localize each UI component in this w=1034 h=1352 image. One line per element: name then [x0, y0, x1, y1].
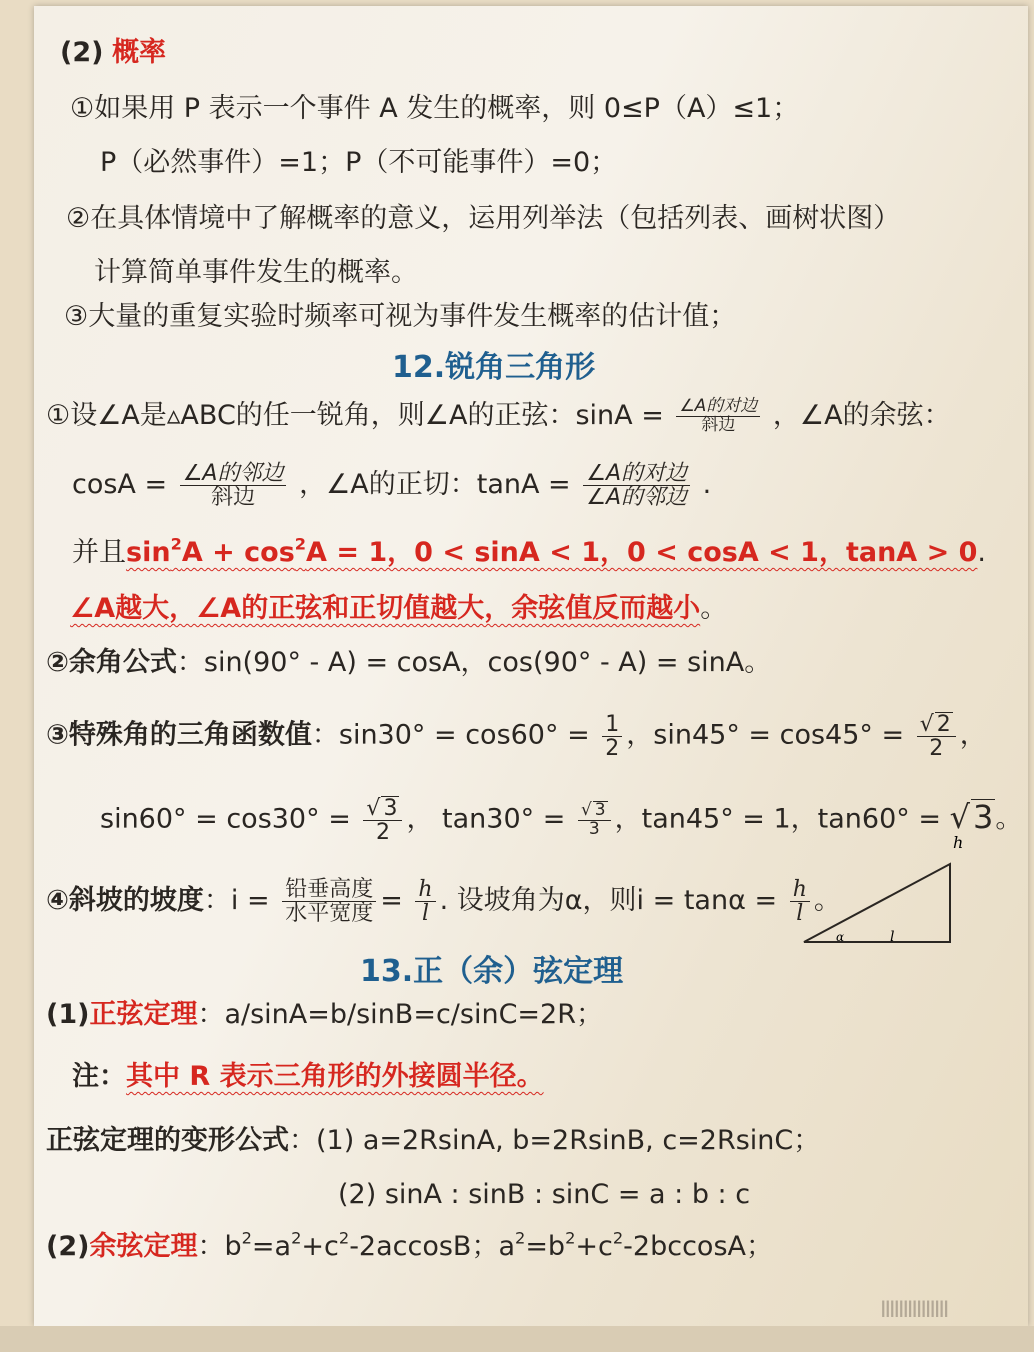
numerator: ∠A的邻边	[180, 462, 287, 486]
label: 注：	[72, 1061, 126, 1092]
watermark: IIIIIIIIIIIIIII	[880, 1298, 948, 1323]
denominator: 3	[588, 819, 600, 840]
complementary-formula	[46, 646, 771, 680]
superscript: 2	[291, 1228, 302, 1248]
superscript: 2	[515, 1228, 526, 1248]
text: =	[380, 885, 403, 917]
tangent-fraction	[583, 462, 690, 509]
text: ，∠A的余弦：	[772, 399, 951, 431]
sine-law-variants-2: (2) sinA : sinB : sinC = a : b : c	[338, 1179, 751, 1210]
text: -2accosB；a	[349, 1231, 515, 1262]
text: 。	[995, 803, 1023, 835]
law-of-sines	[46, 998, 603, 1032]
numerator: h	[415, 878, 435, 902]
superscript: 2	[241, 1228, 252, 1248]
page-bottom-edge	[0, 1326, 1034, 1352]
text: 并且	[72, 537, 126, 568]
text: =b	[525, 1231, 566, 1262]
sine-law-variants-1	[46, 1124, 820, 1158]
circumradius-note	[72, 1060, 544, 1094]
text: ：sin30° = cos60° =	[311, 719, 590, 751]
text: sin	[126, 537, 171, 568]
slope-gradient-line	[46, 878, 841, 925]
text: 。	[700, 593, 728, 624]
root2-over-2-fraction: $\frac{√ 2}{2}$	[917, 712, 956, 760]
text: ：b	[197, 1231, 242, 1262]
section-label: (2)	[60, 37, 104, 68]
cosine-fraction	[180, 462, 287, 509]
text: .	[977, 537, 987, 568]
text: ，sin45° = cos45° =	[626, 719, 905, 751]
denominator: 2	[929, 736, 944, 762]
title: 余弦定理	[89, 1231, 198, 1262]
section-probability-title	[60, 36, 166, 70]
label: ②余角公式	[46, 647, 177, 678]
text: ①设∠A是▵ABC的任一锐角，则∠A的正弦：sinA =	[46, 399, 664, 431]
right-triangle	[804, 864, 950, 942]
title: 正弦定理	[89, 999, 198, 1030]
text: cosA =	[72, 469, 168, 501]
text: A + cos	[181, 537, 295, 568]
label: (1)	[46, 999, 90, 1030]
superscript: 2	[565, 1228, 576, 1248]
pythagorean-identity	[126, 534, 978, 568]
triangle-l-label: l	[890, 929, 895, 945]
range-identity-line	[72, 536, 986, 570]
text: ：i =	[203, 885, 270, 917]
label: ④斜坡的坡度	[46, 885, 204, 917]
text: ，	[959, 719, 987, 751]
text: +c	[575, 1231, 613, 1262]
prob-line-1: ①如果用 P 表示一个事件 A 发生的概率，则 0≤P（A）≤1；	[70, 93, 800, 124]
prob-line-3: ②在具体情境中了解概率的意义，运用列举法（包括列表、画树状图）	[66, 203, 901, 234]
root3-over-2-fraction: $\frac{√ 3}{2}$	[363, 796, 402, 844]
heading-acute-triangle: 12.锐角三角形	[392, 350, 596, 385]
superscript: 2	[170, 534, 182, 554]
label: ③特殊角的三角函数值	[46, 719, 312, 751]
denominator: 水平宽度	[285, 901, 374, 927]
one-half-fraction	[602, 713, 622, 760]
denominator: l	[421, 901, 430, 927]
denominator: 斜边	[211, 485, 256, 511]
slope-triangle-diagram	[796, 830, 964, 950]
superscript: 2	[294, 534, 307, 554]
root3: √3	[949, 797, 994, 836]
radicand: 3	[972, 797, 994, 836]
section-title: 概率	[112, 37, 167, 68]
text: ，∠A的正切：tanA =	[299, 469, 571, 501]
text: ：(1) a=2RsinA, b=2RsinB, c=2RsinC；	[289, 1125, 821, 1156]
text: +c	[301, 1231, 339, 1262]
denominator: 2	[605, 735, 620, 761]
numerator: ∠A的对边	[676, 398, 760, 417]
text: A = 1，0 < sinA < 1，0 < cosA < 1，tanA > 0	[306, 537, 978, 568]
label: 正弦定理的变形公式	[46, 1125, 289, 1156]
text: =a	[251, 1231, 292, 1262]
text: -2bccosA；	[623, 1231, 773, 1262]
triangle-h-label: h	[953, 833, 964, 852]
text: ，tan45° = 1，tan60° =	[614, 803, 941, 835]
label: (2)	[46, 1231, 90, 1262]
rule-text: ∠A越大，∠A的正弦和正切值越大，余弦值反而越小	[70, 593, 701, 624]
denominator: ∠A的邻边	[586, 485, 688, 511]
text: ：a/sinA=b/sinB=c/sinC=2R；	[197, 999, 603, 1030]
radicand: 2	[936, 712, 951, 737]
text: ：sin(90° - A) = cosA，cos(90° - A) = sinA。	[176, 647, 772, 678]
denominator: l	[796, 901, 804, 927]
denominator: 斜边	[701, 414, 736, 435]
superscript: 2	[338, 1228, 350, 1248]
text: sin60° = cos30° =	[100, 803, 351, 835]
triangle-angle-label: α	[836, 930, 845, 944]
law-of-cosines	[46, 1230, 773, 1264]
cos-tan-definition	[72, 462, 711, 509]
radicand: 3	[383, 796, 398, 821]
root3-over-3-fraction: $\frac{√ 3}{3}$	[578, 801, 611, 839]
prob-line-5: ③大量的重复实验时频率可视为事件发生概率的估计值；	[64, 301, 737, 332]
denominator: 2	[375, 820, 390, 846]
text: . 设坡角为α，则i = tanα =	[439, 885, 778, 917]
text: 。	[813, 885, 841, 917]
prob-line-2: P（必然事件）=1；P（不可能事件）=0；	[100, 147, 618, 178]
text: .	[702, 469, 712, 501]
superscript: 2	[612, 1228, 624, 1248]
slope-fraction	[282, 878, 376, 925]
numerator: 1	[602, 713, 622, 737]
sine-fraction	[676, 398, 760, 435]
numerator: h	[790, 878, 810, 902]
h-over-l-fraction	[415, 878, 435, 925]
radicand: 3	[594, 800, 606, 821]
sine-definition	[46, 398, 951, 435]
special-angles-line-1	[46, 712, 987, 760]
note-text: 其中 R 表示三角形的外接圆半径。	[126, 1061, 544, 1092]
monotonic-rule	[70, 592, 727, 626]
heading-sine-cosine-law: 13.正（余）弦定理	[360, 954, 624, 989]
numerator: ∠A的对边	[583, 462, 690, 486]
text: ， tan30° =	[406, 803, 566, 835]
prob-line-4: 计算简单事件发生的概率。	[94, 257, 418, 288]
numerator: 铅垂高度	[282, 878, 376, 902]
